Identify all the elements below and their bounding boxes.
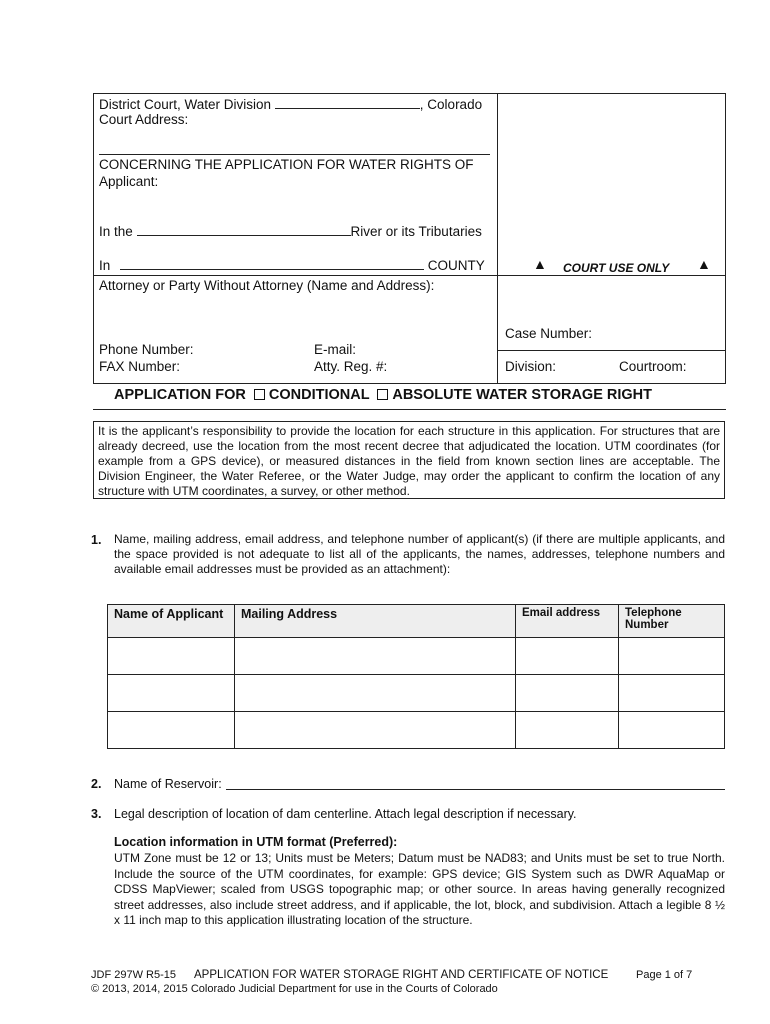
case-number-label: Case Number: xyxy=(505,326,593,341)
court-address-label: Court Address: xyxy=(99,112,189,127)
applicant-name-cell[interactable] xyxy=(108,712,235,749)
triangle-left-icon: ▲ xyxy=(533,256,547,272)
reservoir-name-field[interactable] xyxy=(226,789,725,790)
utm-heading: Location information in UTM format (Preferred): xyxy=(114,835,398,849)
in-label: In xyxy=(99,258,111,273)
courtroom-label: Courtroom: xyxy=(619,359,687,374)
caption-divider-attorney xyxy=(93,275,726,276)
applicant-name-cell[interactable] xyxy=(108,675,235,712)
applicant-address-cell[interactable] xyxy=(235,638,516,675)
form-title-option1: CONDITIONAL xyxy=(268,387,370,403)
item1-number: 1. xyxy=(91,533,102,547)
phone-label: Phone Number: xyxy=(99,342,194,357)
applicant-address-cell[interactable] xyxy=(235,712,516,749)
county-line xyxy=(99,257,485,273)
fax-label: FAX Number: xyxy=(99,359,181,374)
footer-copyright: © 2013, 2014, 2015 Colorado Judicial Department for use in the Courts of Colorado xyxy=(91,983,498,995)
county-label: COUNTY xyxy=(427,258,485,273)
applicant-phone-cell[interactable] xyxy=(619,675,725,712)
court-line-suffix: , Colorado xyxy=(419,97,483,112)
applicant-email-cell[interactable] xyxy=(516,638,619,675)
reservoir-label: Name of Reservoir: xyxy=(114,777,222,791)
item3-number: 3. xyxy=(91,807,102,821)
applicant-email-cell[interactable] xyxy=(516,712,619,749)
applicant-table-header xyxy=(108,605,725,638)
applicant-label: Applicant: xyxy=(99,174,159,189)
caption-vertical-divider xyxy=(497,93,498,384)
applicant-table xyxy=(107,604,725,749)
attorney-label: Attorney or Party Without Attorney (Name and Address): xyxy=(99,278,435,293)
form-title-option2: ABSOLUTE WATER STORAGE RIGHT xyxy=(392,387,653,403)
header-address: Mailing Address xyxy=(235,605,516,638)
utm-text: UTM Zone must be 12 or 13; Units must be Meters; Datum must be NAD83; and Units must be set to true North. Include the source of the UTM coordinates, for example: GPS device; GIS System such as DWR AquaMap or CDSS MapViewer; scaled from USGS topographic map; or other source. In areas having generally recognized street addresses, also include street address, and if applicable, the lot, block, and subdivision. Attach a legible 8 ½ x 11 inch map to this application illustrating location of the structure. xyxy=(114,851,725,927)
applicant-phone-cell[interactable] xyxy=(619,712,725,749)
applicant-name-cell[interactable] xyxy=(108,638,235,675)
item1-text: Name, mailing address, email address, and telephone number of applicant(s) (if there are multiple applicants, and the space provided is not adequate to list all of the applicants, the names, addresses, telephone numbers and available email addresses must be provided as an attachment): xyxy=(114,532,725,576)
river-field[interactable] xyxy=(137,223,351,236)
table-row xyxy=(108,675,725,712)
concerning-heading: CONCERNING THE APPLICATION FOR WATER RIGHTS OF xyxy=(99,157,474,172)
river-label: River or its Tributaries xyxy=(350,224,482,239)
location-notice: It is the applicant’s responsibility to provide the location for each structure in this application. For structures that are already decreed, use the location from the most recent decree that adjudicated the location. UTM coordinates (for example from a GPS device), or measured distances in the field from known section lines are acceptable. The Division Engineer, the Water Referee, or the Water Judge, may order the applicant to confirm the location of any structure with UTM coordinates, a survey, or other method. xyxy=(93,421,725,499)
court-address-line[interactable] xyxy=(99,154,490,155)
applicant-phone-cell[interactable] xyxy=(619,638,725,675)
form-title-part1: APPLICATION FOR xyxy=(114,387,246,403)
court-use-only: COURT USE ONLY xyxy=(563,261,670,275)
county-field[interactable] xyxy=(120,257,424,270)
case-number-divider xyxy=(497,350,726,351)
email-label: E-mail: xyxy=(314,342,357,357)
river-line xyxy=(99,223,482,239)
court-line-prefix: District Court, Water Division xyxy=(99,97,272,112)
item2-number: 2. xyxy=(91,777,102,791)
conditional-checkbox[interactable] xyxy=(254,389,265,400)
table-row xyxy=(108,712,725,749)
division-label: Division: xyxy=(505,359,557,374)
header-email: Email address xyxy=(516,605,619,638)
header-name: Name of Applicant xyxy=(108,605,235,638)
water-division-field[interactable] xyxy=(275,96,420,109)
in-the-label: In the xyxy=(99,224,133,239)
form-title xyxy=(114,387,652,403)
footer-form-title: APPLICATION FOR WATER STORAGE RIGHT AND CERTIFICATE OF NOTICE xyxy=(194,969,609,981)
item3-text: Legal description of location of dam centerline. Attach legal description if necessary. xyxy=(114,807,577,821)
title-underline xyxy=(93,409,726,410)
applicant-email-cell[interactable] xyxy=(516,675,619,712)
table-row xyxy=(108,638,725,675)
footer-form-id: JDF 297W R5-15 xyxy=(91,969,176,981)
atty-reg-label: Atty. Reg. #: xyxy=(314,359,388,374)
header-telephone: Telephone Number xyxy=(619,605,725,638)
applicant-address-cell[interactable] xyxy=(235,675,516,712)
triangle-right-icon: ▲ xyxy=(697,256,711,272)
court-line xyxy=(99,96,482,112)
footer-page: Page 1 of 7 xyxy=(636,969,693,981)
absolute-checkbox[interactable] xyxy=(377,389,388,400)
